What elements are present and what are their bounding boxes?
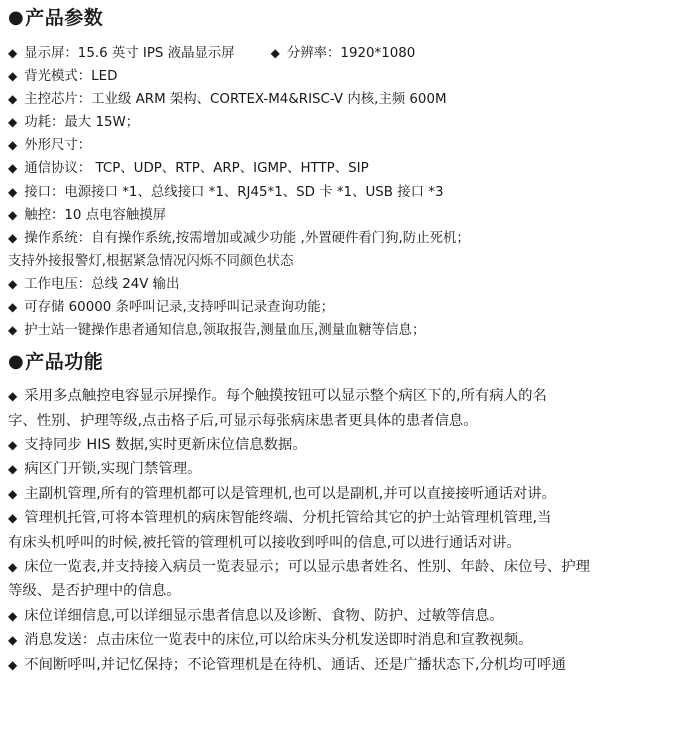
diamond-bullet-icon: ◆ [8, 323, 18, 338]
function-item-text: 支持同步 HIS 数据,实时更新床位信息数据。 [24, 437, 307, 454]
spec-item [8, 204, 669, 227]
functions-list [8, 384, 669, 677]
spec-cell-resolution [271, 42, 416, 65]
function-item [8, 482, 669, 506]
diamond-bullet-icon: ◆ [8, 138, 18, 153]
spec-item [8, 134, 669, 157]
params-list [8, 42, 669, 342]
diamond-bullet-icon: ◆ [8, 657, 18, 672]
spec-item [8, 319, 669, 342]
function-item-text: 不间断呼叫,并记忆保持；不论管理机是在待机、通话、还是广播状态下,分机均可呼通 [24, 656, 566, 673]
params-items-2 [8, 273, 669, 342]
params-section-title [8, 4, 669, 32]
spec-item [8, 111, 669, 134]
diamond-bullet-icon: ◆ [8, 511, 18, 526]
function-item-text: 管理机托管,可将本管理机的病床智能终端、分机托管给其它的护士站管理机管理,当 [24, 510, 552, 527]
function-item-text: 采用多点触控电容显示屏操作。每个触摸按钮可以显示整个病区下的,所有病人的名 [24, 388, 547, 405]
function-item-text: 消息发送：点击床位一览表中的床位,可以给床头分机发送即时消息和宣教视频。 [24, 632, 533, 649]
params-title-text: 产品参数 [25, 7, 104, 29]
function-item [8, 604, 669, 628]
diamond-bullet-icon: ◆ [8, 438, 18, 453]
function-item-text: 床位一览表,并支持接入病员一览表显示；可以显示患者姓名、性别、年龄、床位号、护理 [24, 559, 591, 576]
function-item-continuation: 等级、是否护理中的信息。 [8, 583, 181, 600]
spec-item [8, 157, 669, 180]
spec-item-text: 护士站一键操作患者通知信息,领取报告,测量血压,测量血糖等信息； [24, 323, 426, 339]
spec-item [8, 181, 669, 204]
spec-item-text: 通信协议： TCP、UDP、RTP、ARP、IGMP、HTTP、SIP [24, 161, 369, 177]
function-item-continuation: 字、性别、护理等级,点击格子后,可显示每张病床患者更具体的患者信息。 [8, 412, 478, 429]
spec-item-text: 外形尺寸： [24, 138, 92, 154]
diamond-bullet-icon: ◆ [8, 46, 18, 60]
spec-item [8, 65, 669, 88]
spec-item-text: 功耗：最大 15W； [24, 115, 140, 131]
spec-item-text: 主控芯片：工业级 ARM 架构、CORTEX-M4&RISC-V 内核,主频 600M [24, 92, 447, 108]
spec-resolution-text: 分辨率：1920*1080 [286, 46, 416, 61]
spec-item-text: 背光模式：LED [24, 69, 118, 85]
spec-row-display [8, 42, 669, 65]
diamond-bullet-icon: ◆ [8, 608, 18, 623]
function-item-continuation: 有床头机呼叫的时候,被托管的管理机可以接收到呼叫的信息,可以进行通话对讲。 [8, 534, 521, 551]
spec-item [8, 88, 669, 111]
spec-cell-display [8, 42, 235, 65]
spec-item-text: 可存储 60000 条呼叫记录,支持呼叫记录查询功能； [24, 300, 335, 316]
function-item [8, 628, 669, 652]
diamond-bullet-icon: ◆ [8, 633, 18, 648]
diamond-bullet-icon: ◆ [8, 115, 18, 130]
function-item-text: 主副机管理,所有的管理机都可以是管理机,也可以是副机,并可以直接接听通话对讲。 [24, 485, 557, 502]
diamond-bullet-icon: ◆ [8, 161, 18, 176]
spec-item [8, 296, 669, 319]
spec-item-text: 操作系统：自有操作系统,按需增加或减少功能 ,外置硬件看门狗,防止死机； [24, 230, 470, 246]
spec-item-text: 触控：10 点电容触摸屏 [24, 207, 167, 223]
function-item [8, 384, 669, 408]
diamond-bullet-icon: ◆ [8, 92, 18, 107]
diamond-bullet-icon: ◆ [8, 207, 18, 222]
function-item-text: 床位详细信息,可以详细显示患者信息以及诊断、食物、防护、过敏等信息。 [24, 607, 504, 624]
spec-item [8, 273, 669, 296]
diamond-bullet-icon: ◆ [8, 276, 18, 291]
diamond-bullet-icon: ◆ [8, 486, 18, 501]
functions-title-text: 产品功能 [25, 351, 104, 374]
spec-display-text: 显示屏：15.6 英寸 IPS 液晶显示屏 [24, 46, 235, 61]
function-item [8, 457, 669, 481]
spec-item-text: 工作电压：总线 24V 输出 [24, 276, 180, 292]
function-item [8, 555, 669, 579]
function-item [8, 506, 669, 530]
diamond-bullet-icon: ◆ [8, 389, 18, 404]
diamond-bullet-icon: ◆ [8, 184, 18, 199]
title-bullet-dot: ● [8, 7, 25, 28]
params-continuation-line: 支持外接报警灯,根据紧急情况闪烁不同颜色状态 [8, 253, 294, 269]
spec-item-text: 接口：电源接口 *1、总线接口 *1、RJ45*1、SD 卡 *1、USB 接口 *3 [24, 184, 444, 200]
diamond-bullet-icon: ◆ [270, 46, 280, 60]
functions-section-title [8, 348, 669, 376]
function-item [8, 433, 669, 457]
function-item [8, 653, 669, 677]
diamond-bullet-icon: ◆ [8, 300, 18, 315]
spec-item [8, 227, 669, 250]
diamond-bullet-icon: ◆ [8, 560, 18, 575]
diamond-bullet-icon: ◆ [8, 69, 18, 84]
params-items [8, 65, 669, 250]
title-bullet-dot: ● [8, 351, 25, 373]
function-item-text: 病区门开锁,实现门禁管理。 [24, 461, 202, 478]
diamond-bullet-icon: ◆ [8, 230, 18, 245]
diamond-bullet-icon: ◆ [8, 462, 18, 477]
